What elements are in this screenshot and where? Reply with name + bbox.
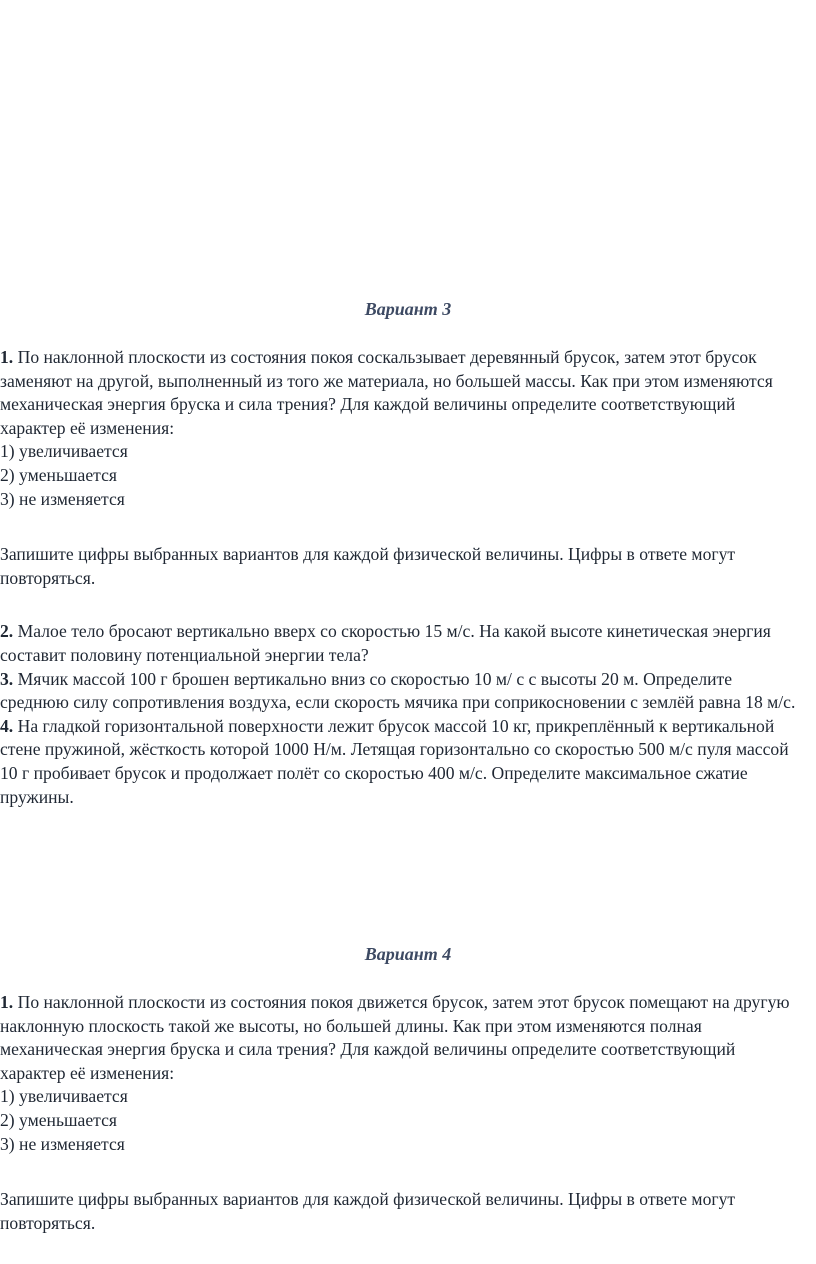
variant-4-title: Вариант 4 xyxy=(364,944,452,964)
question-1-text: По наклонной плоскости из состояния покоя движется брусок, затем этот брусок помещают на другую наклонную плоскость такой же высоты, но большей длины. Как при этом изменяются полная механическая энергия бруска и сила трения? Для каждой величины определите соответствующий характер её изменения: xyxy=(0,992,790,1083)
option-2: 2) уменьшается xyxy=(0,1109,117,1130)
question-4-text: На гладкой горизонтальной поверхности лежит брусок массой 10 кг, прикреплённый к вертикальной стене пружиной, жёсткость которой 1000 Н/м. Летящая горизонтально со скоростью 500 м/с пуля массой 10 г пробивает брусок и продолжает полёт со скоростью 400 м/с. Определите максимальное сжатие пружины. xyxy=(0,715,789,807)
question-2-number: 2. xyxy=(0,621,14,642)
question-1-instruction: Запишите цифры выбранных вариантов для каждой физической величины. Цифры в ответе могут повторяться. xyxy=(0,1189,736,1233)
option-3: 3) не изменяется xyxy=(0,1133,125,1154)
question-4 xyxy=(0,715,805,809)
question-1-number: 1. xyxy=(0,992,14,1012)
question-2 xyxy=(0,620,805,667)
option-1: 1) увеличивается xyxy=(0,1086,128,1107)
option-3: 3) не изменяется xyxy=(0,488,125,509)
question-1-text: По наклонной плоскости из состояния покоя соскальзывает деревянный брусок, затем этот брусок заменяют на другой, выполненный из того же материала, но большей массы. Как при этом изменяются механическая энергия бруска и сила трения? Для каждой величины определите соответствующий характер её изменения: xyxy=(0,347,773,438)
option-1: 1) увеличивается xyxy=(0,441,128,462)
variant-4-section xyxy=(0,941,816,1233)
question-3-text: Мячик массой 100 г брошен вертикально вниз со скоростью 10 м/ с с высоты 20 м. Определите среднюю силу сопротивления воздуха, если скорость мячика при соприкосновении с землёй равна 18 м/с. xyxy=(0,668,796,713)
variant-3-body xyxy=(0,346,805,809)
variant-3-section xyxy=(0,296,816,807)
question-1 xyxy=(0,346,805,440)
spacer xyxy=(0,511,805,543)
spacer xyxy=(0,1156,805,1188)
question-1-instruction: Запишите цифры выбранных вариантов для каждой физической величины. Цифры в ответе могут повторяться. xyxy=(0,544,736,588)
question-1 xyxy=(0,991,805,1085)
variant-3-title: Вариант 3 xyxy=(364,299,452,319)
variant-4-body xyxy=(0,991,805,1235)
spacer xyxy=(0,590,805,620)
option-2: 2) уменьшается xyxy=(0,464,117,485)
question-2-text: Малое тело бросают вертикально вверх со скоростью 15 м/с. На какой высоте кинетическая энергия составит половину потенциальной энергии тела? xyxy=(0,621,771,665)
question-3-number: 3. xyxy=(0,668,14,689)
question-1-number: 1. xyxy=(0,347,14,367)
question-4-number: 4. xyxy=(0,715,14,736)
question-3 xyxy=(0,668,805,715)
